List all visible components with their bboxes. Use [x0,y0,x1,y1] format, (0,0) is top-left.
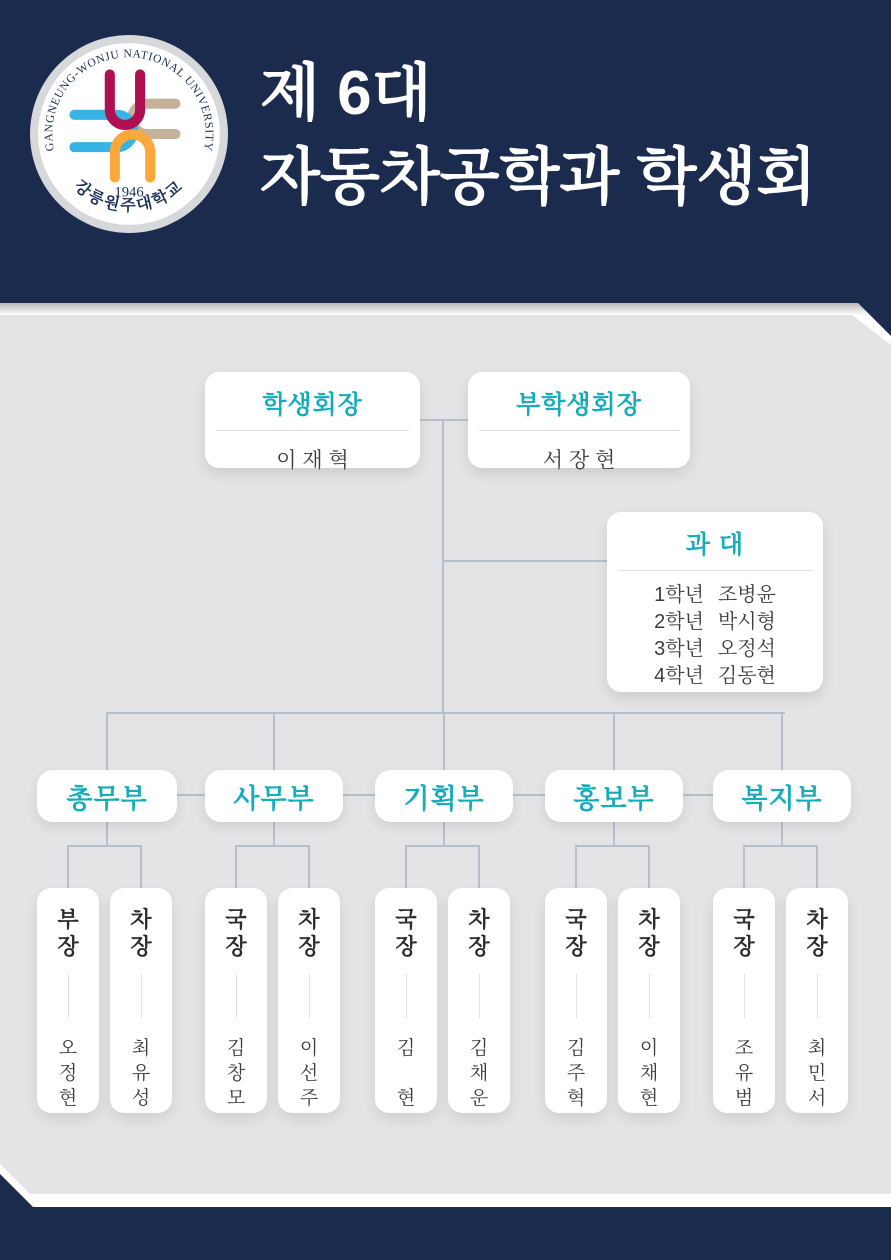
class-rep-name: 조병윤 [717,584,776,606]
seal-ring-text-bottom: 강릉원주대학교 [70,177,188,215]
member-role: 국 장 [733,907,755,959]
university-logo [28,33,230,235]
connector-line [743,845,818,847]
connector-line [443,712,445,770]
connector-line [443,822,445,846]
department-box-0: 총무부 [37,770,177,822]
connector-line [106,712,785,714]
divider [576,974,577,1018]
connector-line [816,845,818,888]
member-role: 국 장 [565,907,587,959]
connector-line [781,712,783,770]
class-rep-grade: 4학년 [654,665,704,687]
divider [236,974,237,1018]
department-box-3: 홍보부 [545,770,683,822]
connector-line [106,822,108,846]
divider [309,974,310,1018]
connector-line [442,560,607,562]
member-card [618,888,680,1113]
class-reps-box [607,512,823,692]
member-name: 조 유 범 [734,1038,754,1109]
member-card [786,888,848,1113]
connector-line [420,419,470,421]
member-role: 차 장 [468,907,490,959]
seal-year: 1946 [114,184,144,201]
president-box [205,372,420,472]
class-rep-row [607,611,823,634]
class-reps-list [607,584,823,688]
connector-line [442,419,444,714]
president-title: 학생회장 [262,391,363,419]
connector-line [235,845,237,888]
connector-line [235,845,310,847]
connector-line [106,712,108,770]
divider [744,974,745,1018]
member-card [205,888,267,1113]
seal-ring-text-top: GANGNEUNG-WONJU NATIONAL UNIVERSITY [42,47,216,153]
connector-line [67,845,142,847]
connector-line [575,845,650,847]
member-role: 차 장 [298,907,320,959]
page-title-line2: 자동차공학과 학생회 [260,143,817,212]
class-rep-grade: 2학년 [654,611,704,633]
class-rep-grade: 1학년 [654,584,704,606]
member-role: 국 장 [225,907,247,959]
class-reps-title: 과 대 [685,531,745,559]
class-rep-name: 김동현 [717,665,776,687]
member-card [110,888,172,1113]
department-box-2: 기획부 [375,770,513,822]
department-box-4: 복지부 [713,770,851,822]
divider [817,974,818,1018]
divider [479,974,480,1018]
divider [68,974,69,1018]
member-card [375,888,437,1113]
member-name: 최 민 서 [807,1038,827,1109]
member-name: 최 유 성 [131,1038,151,1109]
member-card [448,888,510,1113]
member-card [37,888,99,1113]
member-name: 오 정 현 [58,1038,78,1109]
class-rep-row [607,665,823,688]
member-name: 김 현 [396,1038,416,1109]
connector-line [308,845,310,888]
vice-president-name: 서 장 현 [542,449,616,472]
member-role: 차 장 [130,907,152,959]
vice-president-box [468,372,690,472]
divider [618,570,812,571]
connector-line [613,822,615,846]
member-name: 이 선 주 [299,1038,319,1109]
member-role: 부 장 [57,907,79,959]
connector-line [405,845,480,847]
connector-line [273,712,275,770]
connector-line [67,845,69,888]
connector-line [648,845,650,888]
member-card [278,888,340,1113]
connector-line [478,845,480,888]
connector-line [743,845,745,888]
university-seal-icon [28,33,230,235]
member-role: 국 장 [395,907,417,959]
member-card [713,888,775,1113]
member-name: 김 채 운 [469,1038,489,1109]
class-rep-name: 박시형 [717,611,776,633]
member-name: 김 창 모 [226,1038,246,1109]
connector-line [575,845,577,888]
vice-president-title: 부학생회장 [516,391,642,419]
member-role: 차 장 [638,907,660,959]
president-name: 이 재 혁 [276,449,349,472]
member-name: 김 주 혁 [566,1038,586,1109]
class-rep-grade: 3학년 [654,638,704,660]
divider [649,974,650,1018]
divider [479,430,679,431]
connector-line [140,845,142,888]
class-rep-row [607,584,823,607]
page-title [260,52,816,220]
connector-line [613,712,615,770]
class-rep-row [607,638,823,661]
class-rep-name: 오정석 [717,638,776,660]
divider [216,430,409,431]
divider [406,974,407,1018]
divider [141,974,142,1018]
member-name: 이 채 현 [639,1038,659,1109]
connector-line [781,822,783,846]
member-card [545,888,607,1113]
page-title-line1: 제 6대 [260,59,432,128]
member-role: 차 장 [806,907,828,959]
department-box-1: 사무부 [205,770,343,822]
connector-line [405,845,407,888]
connector-line [273,822,275,846]
